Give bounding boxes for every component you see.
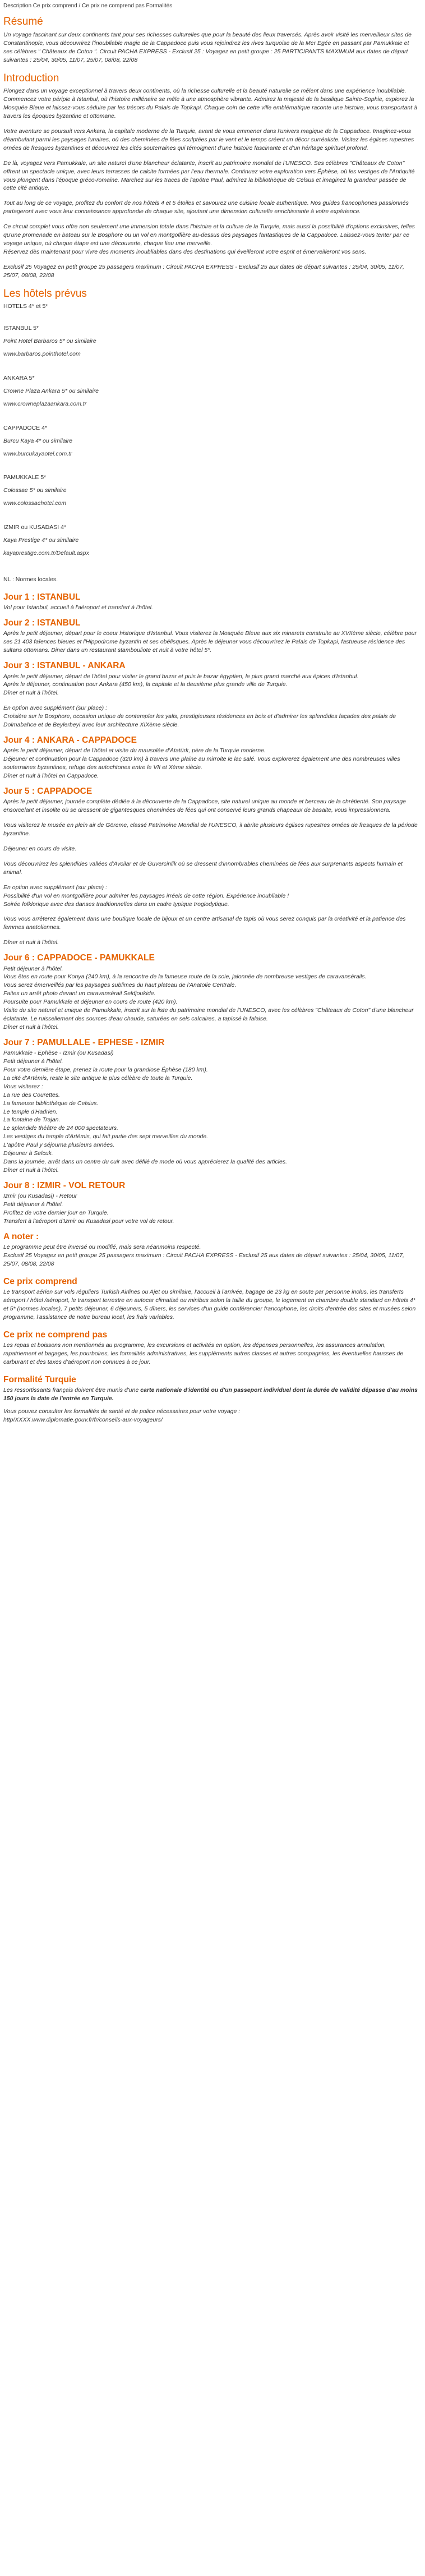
day-text: Croisière sur le Bosphore, occasion unique de contempler les yalis, prestigieuses résidences en bois et d'admirer les splendides façades des palais de Dolmabahce et de Beylerbeyi avec leur architecture XIXème siècle.	[3, 713, 396, 729]
day-text: Profitez de votre dernier jour en Turquie.	[3, 1209, 109, 1216]
note-title: A noter :	[3, 1231, 39, 1241]
day-block	[3, 1180, 419, 1226]
day-title: Jour 3 : ISTANBUL - ANKARA	[3, 661, 126, 671]
formalities-line: Vous pouvez consulter les formalités de santé et de police nécessaires pour votre voyage :	[3, 1408, 241, 1415]
day-title: Jour 8 : IZMIR - VOL RETOUR	[3, 1180, 126, 1190]
day-title: Jour 2 : ISTANBUL	[3, 618, 81, 628]
formalities-text-bold: carte nationale d'identité ou d'un passeport individuel dont la durée de validité dépasse d'au moins 150 jours la date de l'entrée en Turquie.	[3, 1387, 418, 1402]
hotel-website-link[interactable]: www.burcukayaotel.com.tr	[3, 450, 72, 457]
hotel-city: ISTANBUL 5*	[3, 325, 39, 332]
breadcrumb: Description Ce prix comprend / Ce prix ne comprend pas Formalités	[3, 3, 173, 9]
day-text: Visite du site naturel et unique de Pamukkale, inscrit sur la liste du patrimoine mondial de l'UNESCO, avec les célèbres "Châteaux de Coton" d'une blancheur éclatante. Le ruissellement des sources d'eau chaude, saturées en sels calcaires, a tapissé la falaise.	[3, 1007, 414, 1022]
day-text: Dîner et nuit à l'hôtel.	[3, 1023, 59, 1031]
hotel-name: Kaya Prestige 4* ou similaire	[3, 537, 79, 544]
day-text: Les vestiges du temple d'Artémis, qui fait partie des sept merveilles du monde.	[3, 1133, 209, 1140]
hotels-section	[3, 288, 419, 584]
day-text: Dîner et nuit à l'hôtel en Cappadoce.	[3, 772, 99, 780]
hotel-name: Colossae 5* ou similaire	[3, 487, 67, 494]
hotel-item	[3, 473, 419, 521]
intro-paragraph: Exclusif 25 Voyagez en petit groupe 25 passagers maximum : Circuit PACHA EXPRESS - Exclusif 25 aux dates de départ suivantes : 25/04, 30/05, 11/07, 25/07, 08/08, 22/08	[3, 263, 404, 279]
day-text: Vol pour Istanbul, accueil à l'aéroport et transfert à l'hôtel.	[3, 604, 153, 611]
price-excludes-section	[3, 1330, 419, 1367]
day-text: En option avec supplément (sur place) :	[3, 884, 108, 891]
hotels-note: NL : Normes locales.	[3, 576, 58, 583]
hotel-website-link[interactable]: kayaprestige.com.tr/Default.aspx	[3, 550, 89, 557]
day-text: Vous découvrirez les splendides vallées d'Avcilar et de Guvercinlik où se dressent d'innombrables cheminées de fées aux surprenants aspects humain et animal.	[3, 860, 403, 876]
resume-section	[3, 16, 419, 64]
day-text: Possibilité d'un vol en montgolfière pour admirer les paysages irréels de cette région. Expérience inoubliable !	[3, 892, 289, 899]
day-title: Jour 1 : ISTANBUL	[3, 592, 81, 602]
price-excludes-title: Ce prix ne comprend pas	[3, 1330, 108, 1340]
intro-paragraph: Plongez dans un voyage exceptionnel à travers deux continents, où la richesse culturelle et la beauté naturelle se mêlent dans une expérience inoubliable. Commencez votre périple à Istanbul, où l'histoire millénaire se mêle à une atmosphère vibrante. Admirez la majesté de la basilique Sainte-Sophie, explorez la Mosquée Bleue et laissez-vous séduire par les trésors du Palais de Topkapi. Chaque coin de cette ville emblématique raconte une histoire, vous transportant à travers les époques byzantine et ottomane.	[3, 88, 417, 120]
day-text: Vous serez émerveillés par les paysages sublimes du haut plateau de l'Anatolie Centrale.	[3, 982, 237, 989]
day-text: Izmir (ou Kusadasi) - Retour	[3, 1193, 77, 1200]
hotel-website-link[interactable]: www.colossaehotel.com	[3, 500, 67, 507]
day-text: Dans la journée, arrêt dans un centre du cuir avec défilé de mode où vous apprécierez la qualité des articles.	[3, 1158, 288, 1165]
day-title: Jour 4 : ANKARA - CAPPADOCE	[3, 735, 137, 746]
hotel-city: IZMIR ou KUSADASI 4*	[3, 524, 67, 531]
hotels-title: Les hôtels prévus	[3, 287, 87, 300]
hotel-item	[3, 424, 419, 472]
day-text: Vous vous arrêterez également dans une boutique locale de bijoux et un centre artisanal de tapis où vous serez conquis par la créativité et la patience des femmes anatoliennes.	[3, 916, 406, 931]
day-title: Jour 7 : PAMULLALE - EPHESE - IZMIR	[3, 1037, 165, 1047]
day-text: En option avec supplément (sur place) :	[3, 705, 108, 712]
day-text: Transfert à l'aéroport d'Izmir ou Kusadasi pour votre vol de retour.	[3, 1217, 174, 1225]
day-text: Dîner et nuit à l'hôtel.	[3, 1166, 59, 1174]
hotel-item	[3, 324, 419, 372]
day-text: Le splendide théâtre de 24 000 spectateurs.	[3, 1125, 118, 1132]
hotel-name: Burcu Kaya 4* ou similaire	[3, 437, 73, 444]
day-text: Poursuite pour Pamukkale et déjeuner en cours de route (420 km).	[3, 999, 178, 1006]
day-text: Vous êtes en route pour Konya (240 km), à la rencontre de la fameuse route de la soie, jalonnée de nombreuse vestiges de caravansérails.	[3, 973, 367, 981]
day-block	[3, 735, 419, 780]
day-text: La fontaine de Trajan.	[3, 1116, 61, 1124]
day-text: La rue des Courettes.	[3, 1091, 60, 1098]
day-text: Soirée folklorique avec des danses traditionnelles dans un cadre typique troglodytique.	[3, 900, 229, 908]
hotel-city: ANKARA 5*	[3, 375, 35, 382]
resume-title: Résumé	[3, 16, 43, 28]
formalities-title: Formalité Turquie	[3, 1374, 76, 1384]
day-block	[3, 953, 419, 1032]
price-excludes-text: Les repas et boissons non mentionnés au programme, les excursions et activités en option, les dépenses personnelles, les assurances annulation, rapatriement et bagages, les pourboires, les formalités administratives, les suppléments autres classes et autres compagnies, les éventuelles hausses de carburant et des taxes d'aéroport non connues à ce jour.	[3, 1342, 404, 1366]
hotel-name: Crowne Plaza Ankara 5* ou similaire	[3, 387, 99, 394]
intro-paragraph: Votre aventure se poursuit vers Ankara, la capitale moderne de la Turquie, avant de vous emmener dans l'univers magique de la Cappadoce. Imaginez-vous déambulant parmi les paysages lunaires, où des cheminées de fées sculptées par le vent et le temps créent un décor surréaliste. Visitez les églises rupestres ornées de fresques byzantines et découvrez les cités souterraines qui témoignent d'une histoire fascinante et d'un héritage spirituel profond.	[3, 128, 414, 151]
hotel-item	[3, 523, 419, 571]
formalities-section	[3, 1374, 419, 1424]
day-text: La fameuse bibliothèque de Celsius.	[3, 1100, 99, 1107]
intro-title: Introduction	[3, 72, 59, 84]
day-text: Petit déjeuner à l'hôtel.	[3, 965, 63, 972]
day-block	[3, 1037, 419, 1175]
day-text: Petit déjeuner à l'hôtel.	[3, 1201, 63, 1208]
price-includes-title: Ce prix comprend	[3, 1276, 77, 1286]
day-text: Pamukkale - Ephèse - Izmir (ou Kusadasi)	[3, 1050, 114, 1057]
note-line: Exclusif 25 Voyagez en petit groupe 25 passagers maximum : Circuit PACHA EXPRESS - Exclusif 25 aux dates de départ suivantes : 25/04, 30/05, 11/07, 25/07, 08/08, 22/08	[3, 1252, 404, 1267]
formalities-link[interactable]: http/XXXX.www.diplomatie.gouv.fr/fr/conseils-aux-voyageurs/	[3, 1416, 163, 1424]
hotels-subtitle: HOTELS 4* et 5*	[3, 303, 48, 310]
intro-paragraph: Tout au long de ce voyage, profitez du confort de nos hôtels 4 et 5 étoiles et savourez une cuisine locale authentique. Nos guides francophones passionnés partageront avec vous leur connaissance approfondie de chaque site, ajoutant une dimension culturelle enrichissante à votre expérience.	[3, 200, 409, 215]
intro-paragraph: De là, voyagez vers Pamukkale, un site naturel d'une blancheur éclatante, inscrit au patrimoine mondial de l'UNESCO. Ses célèbres "Châteaux de Coton" offrent un spectacle unique, avec leurs terrasses de calcite formées par l'eau thermale. Continuez votre exploration vers Éphèse, où les vestiges de l'Antiquité vous plongent dans l'époque gréco-romaine. Marchez sur les traces de l'apôtre Paul, admirez la bibliothèque de Celsus et imaginez la grandeur passée de cette cité antique.	[3, 159, 415, 192]
hotel-website-link[interactable]: www.crowneplazaankara.com.tr	[3, 400, 87, 407]
day-text: Après le petit déjeuner, départ pour le coeur historique d'Istanbul. Vous visiterez la Mosquée Bleue aux six minarets construite au XVIIème siècle, célèbre pour ses 21 403 faïences bleues et l'Hippodrome byzantin et ses obélisques. Après le déjeuner vous découvrirez le Palais de Topkapi, fastueuse résidence des sultans ottomans. Diner dans un restaurant stambouliote et nuit à votre hôtel 5*.	[3, 630, 417, 654]
hotel-city: PAMUKKALE 5*	[3, 474, 47, 481]
day-text: Après le petit déjeuner, départ de l'hôtel et visite du mausolée d'Atatürk, père de la Turquie moderne.	[3, 747, 266, 755]
note-section	[3, 1231, 419, 1268]
intro-paragraph: Ce circuit complet vous offre non seulement une immersion totale dans l'histoire et la culture de la Turquie, mais aussi la possibilité d'options exclusives, telles qu'une promenade en bateau sur le Bosphore ou un vol en montgolfière au-dessus des paysages fantastiques de la Cappadoce. Laissez-vous tenter par ce voyage unique, où chaque étape est une découverte, chaque lieu une merveille. Réservez dès maintenant pour vivre des moments inoubliables dans des destinations qui éveilleront votre esprit et émerveilleront vos sens.	[3, 223, 415, 255]
itinerary	[3, 592, 419, 1226]
day-text: Dîner et nuit à l'hôtel.	[3, 689, 59, 697]
price-includes-section	[3, 1276, 419, 1322]
day-block	[3, 786, 419, 947]
day-block	[3, 618, 419, 655]
day-text: Déjeuner à Selcuk.	[3, 1150, 53, 1157]
day-text: Dîner et nuit à l'hôtel.	[3, 939, 59, 946]
day-text: Le temple d'Hadrien.	[3, 1108, 58, 1115]
day-text: Déjeuner en cours de visite.	[3, 845, 77, 853]
resume-text: Un voyage fascinant sur deux continents tant pour ses richesses culturelles que pour la beauté des lieux traversés. Après avoir visité les merveilleux sites de Constantinople, vous découvrirez l'inoubliable magie de la Cappadoce puis vous rejoindrez les rives turquoise de la Mer Egée en passant par Pamukkale et ses célèbres " Châteaux de Coton ". Circuit PACHA EXPRESS - Exclusif 25 : Voyagez en petit groupe : 25 PARTICIPANTS MAXIMUM aux dates de départ suivantes : 25/04, 30/05, 11/07, 25/07, 08/08, 22/08	[3, 31, 412, 63]
price-includes-text: Le transport aérien sur vols réguliers Turkish Airlines ou Ajet ou similaire, l'accueil à l'arrivée, bagage de 23 kg en soute par personne inclus, les transferts aéroport / hôtel /aéroport, le transport terrestre en autocar climatisé ou minibus selon la taille du groupe, le logement en chambre double standard en hôtels 4* et 5* (normes locales), 7 petits déjeuner, 6 déjeuners, 5 dîners, les services d'un guide conférencier francophone, les droits d'entrée des sites et musées selon programme, l'assistance de notre bureau local, les frais variables.	[3, 1289, 416, 1321]
formalities-text	[3, 1386, 419, 1403]
day-text: Après le petit déjeuner, départ de l'hôtel pour visiter le grand bazar et puis le bazar égyptien, le plus grand marché aux épices d'Istanbul.	[3, 673, 359, 680]
day-text: Petit déjeuner à l'hôtel.	[3, 1058, 63, 1065]
hotel-city: CAPPADOCE 4*	[3, 424, 47, 431]
day-text: L'apôtre Paul y séjourna plusieurs années.	[3, 1142, 115, 1149]
day-block	[3, 592, 419, 612]
hotel-item	[3, 374, 419, 422]
day-text: Vous visiterez :	[3, 1083, 43, 1090]
day-text: Pour votre dernière étape, prenez la route pour la grandiose Éphèse (180 km).	[3, 1066, 208, 1073]
day-text: Après le petit déjeuner, journée complète dédiée à la découverte de la Cappadoce, site naturel unique au monde et berceau de la chrétienté. Son paysage ensorcelant et insolite où se dressent de gigantesques cheminées de fées qui ont conservé leurs grands chapeaux de basalte, vous impressionnera.	[3, 798, 406, 814]
note-line: Le programme peut être inversé ou modifié, mais sera néanmoins respecté.	[3, 1244, 201, 1251]
day-block	[3, 660, 419, 729]
day-text: Après le déjeuner, continuation pour Ankara (450 km), la capitale et la deuxième plus grande ville de Turquie.	[3, 681, 288, 688]
day-text: La cité d'Artémis, reste le site antique le plus célèbre de toute la Turquie.	[3, 1074, 193, 1082]
hotel-website-link[interactable]: www.barbaros.pointhotel.com	[3, 351, 81, 358]
day-text: Vous visiterez le musée en plein air de Göreme, classé Patrimoine Mondial de l'UNESCO, il abrite plusieurs églises rupestres ornées de fresques de la période byzantine.	[3, 822, 418, 838]
day-title: Jour 5 : CAPPADOCE	[3, 786, 93, 797]
day-text: Faites un arrêt photo devant un caravansérail Seldjoukide.	[3, 990, 156, 997]
day-text: Déjeuner et continuation pour la Cappadoce (320 km) à travers une plaine au mirroite le lac salé. Vous explorerez également une des nombreuses villes souterraines byzantines, refuge des autochtones entre le VII et Xème siècle.	[3, 756, 400, 771]
hotel-name: Point Hotel Barbaros 5* ou similaire	[3, 338, 96, 345]
formalities-text-prefix: Les ressortissants français doivent être munis d'une	[3, 1387, 141, 1394]
intro-section	[3, 72, 419, 280]
day-title: Jour 6 : CAPPADOCE - PAMUKKALE	[3, 953, 155, 963]
